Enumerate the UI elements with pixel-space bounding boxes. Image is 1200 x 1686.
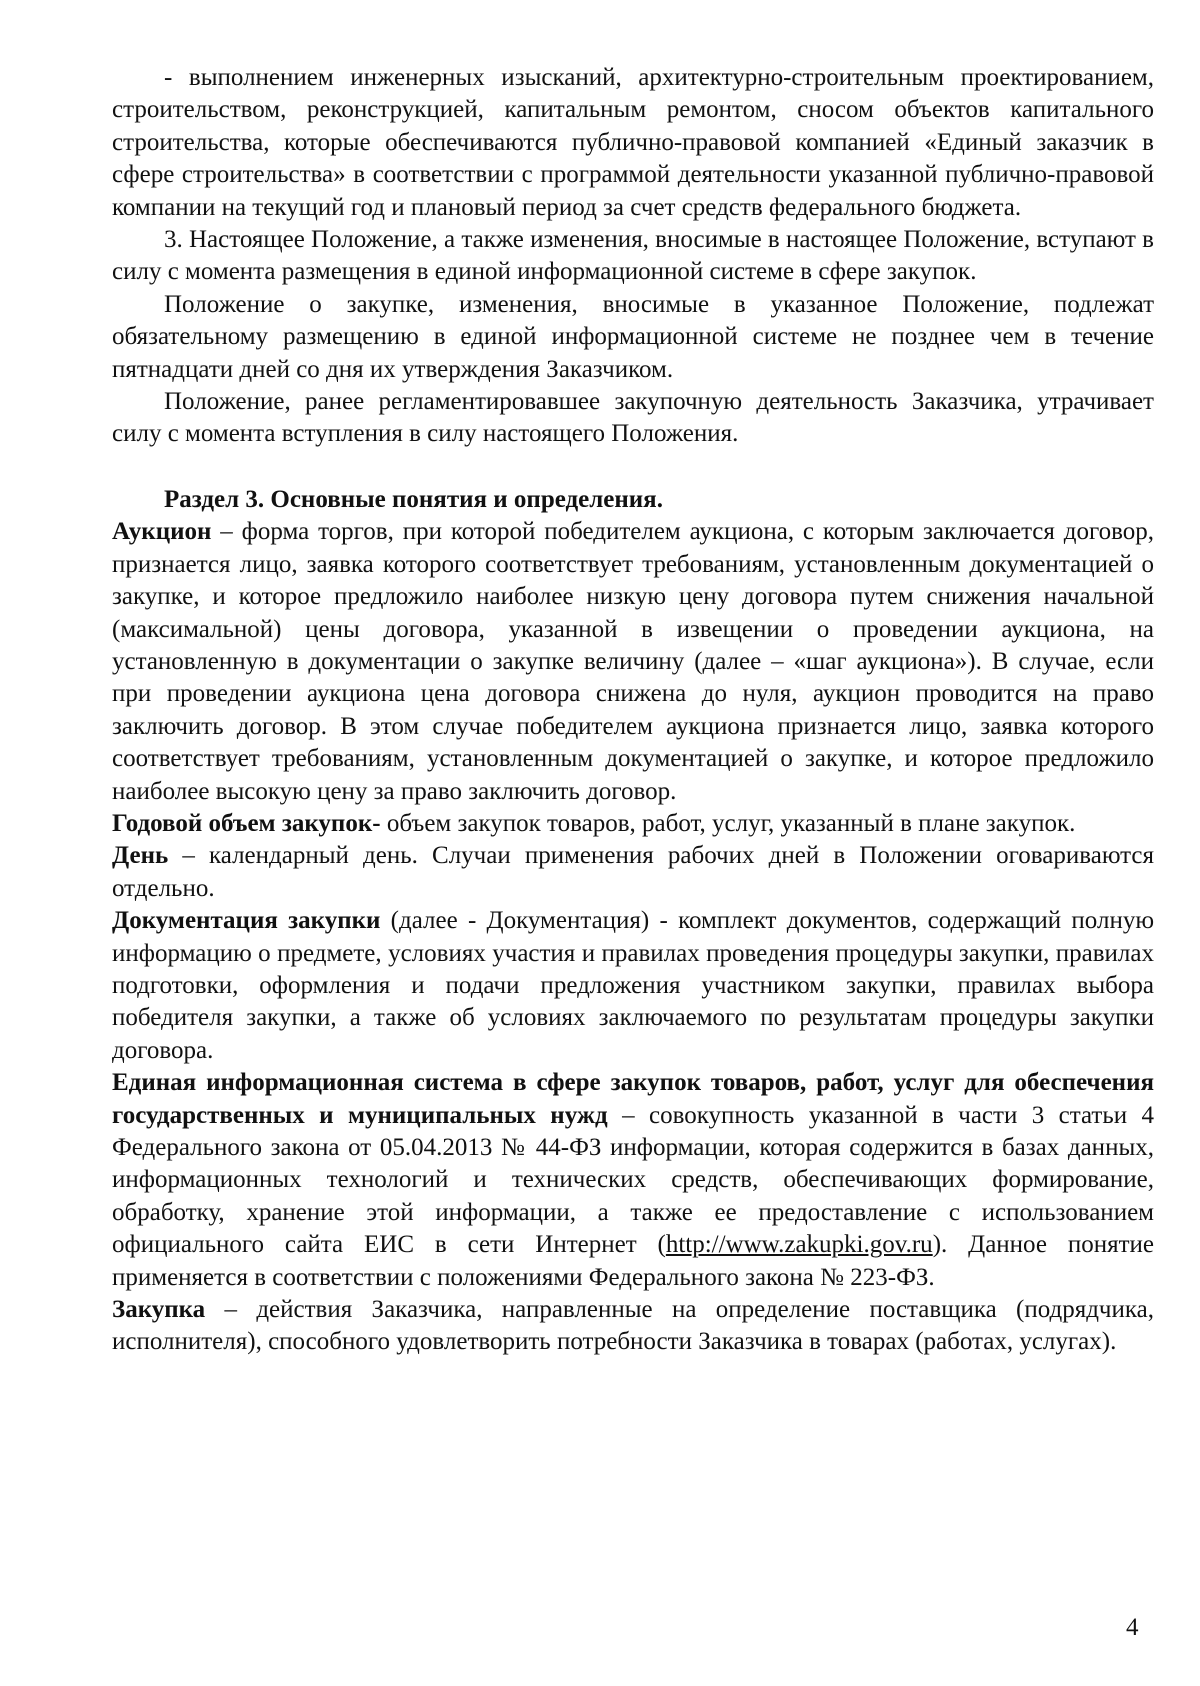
definition-term: День (112, 842, 169, 870)
definition-term: Единая информационная система в сфере закупок товаров, работ, услуг для обеспечения государственных и муниципальных нужд (112, 1069, 1154, 1129)
definition-term: Документация закупки (112, 907, 381, 935)
paragraph-effective-date: 3. Настоящее Положение, а также изменения, вносимые в настоящее Положение, вступают в силу с момента размещения в единой информационной системе в сфере закупок. (112, 226, 1154, 286)
definition-documentation (112, 905, 1154, 1067)
definition-unified-information-system (112, 1067, 1154, 1294)
definition-day (112, 840, 1154, 905)
definition-text: – форма торгов, при которой победителем аукциона, с которым заключается договор, признается лицо, заявка которого соответствует требованиям, установленным документацией о закупке, и которое предложило наиболее низкую цену договора путем снижения начальной (максимальной) цены договора, указанной в извещении о проведении аукциона, на установленную в документации о закупке величину (далее – «шаг аукциона»). В случае, если при проведении аукциона цена договора снижена до нуля, аукцион проводится на право заключить договор. В этом случае победителем аукциона признается лицо, заявка которого соответствует требованиям, установленным документацией о закупке, и которое предложило наиболее высокую цену за право заключить договор. (112, 518, 1154, 805)
definition-text: – календарный день. Случаи применения рабочих дней в Положении оговариваются отдельно. (112, 842, 1154, 902)
paragraph-publication-requirement: Положение о закупке, изменения, вносимые в указанное Положение, подлежат обязательному размещению в единой информационной системе не позднее чем в течение пятнадцати дней со дня их утверждения Заказчиком. (112, 290, 1154, 383)
paragraph-engineering-surveys: - выполнением инженерных изысканий, архитектурно-строительным проектированием, строительством, реконструкцией, капитальным ремонтом, сносом объектов капитального строительства, которые обеспечиваются публично-правовой компанией «Единый заказчик в сфере строительства» в соответствии с программой деятельности указанной публично-правовой компании на текущий год и плановый период за счет средств федерального бюджета. (112, 64, 1154, 221)
definition-annual-volume (112, 808, 1154, 840)
definition-procurement (112, 1294, 1154, 1359)
zakupki-link[interactable]: http://www.zakupki.gov.ru (665, 1231, 933, 1259)
section-heading: Раздел 3. Основные понятия и определения. (164, 485, 663, 513)
definition-term: Закупка (112, 1296, 206, 1324)
definition-term: Аукцион (112, 518, 212, 546)
definition-text: объем закупок товаров, работ, услуг, указанный в плане закупок. (380, 809, 1076, 837)
section-spacer (112, 451, 1154, 484)
definition-text: (далее - Документация) - комплект документов, содержащий полную информацию о предмете, условиях участия и правилах проведения процедуры закупки, правилах подготовки, оформления и подачи предложения участником закупки, правилах выбора победителя закупки, а также об условиях заключаемого по результатам процедуры закупки договора. (112, 907, 1154, 1064)
page-number: 4 (1126, 1614, 1139, 1641)
definition-term: Годовой объем закупок- (112, 809, 381, 837)
definition-text: – действия Заказчика, направленные на определение поставщика (подрядчика, исполнителя), способного удовлетворить потребности Заказчика в товарах (работах, услугах). (112, 1296, 1154, 1356)
definition-text: – совокупность указанной в части 3 статьи 4 Федерального закона от 05.04.2013 № 44-ФЗ информации, которая содержится в базах данных, информационных технологий и технических средств, обеспечивающих формирование, обработку, хранение этой информации, а также ее предоставление с использованием официального сайта ЕИС в сети Интернет ( (112, 1101, 1155, 1259)
document-page (112, 62, 1154, 1359)
definition-auction (112, 516, 1154, 808)
definition-text-after: ). Данное понятие применяется в соответствии с положениями Федерального закона № 223-ФЗ. (112, 1231, 1154, 1291)
paragraph-previous-regulation: Положение, ранее регламентировавшее закупочную деятельность Заказчика, утрачивает силу с момента вступления в силу настоящего Положения. (112, 388, 1154, 448)
